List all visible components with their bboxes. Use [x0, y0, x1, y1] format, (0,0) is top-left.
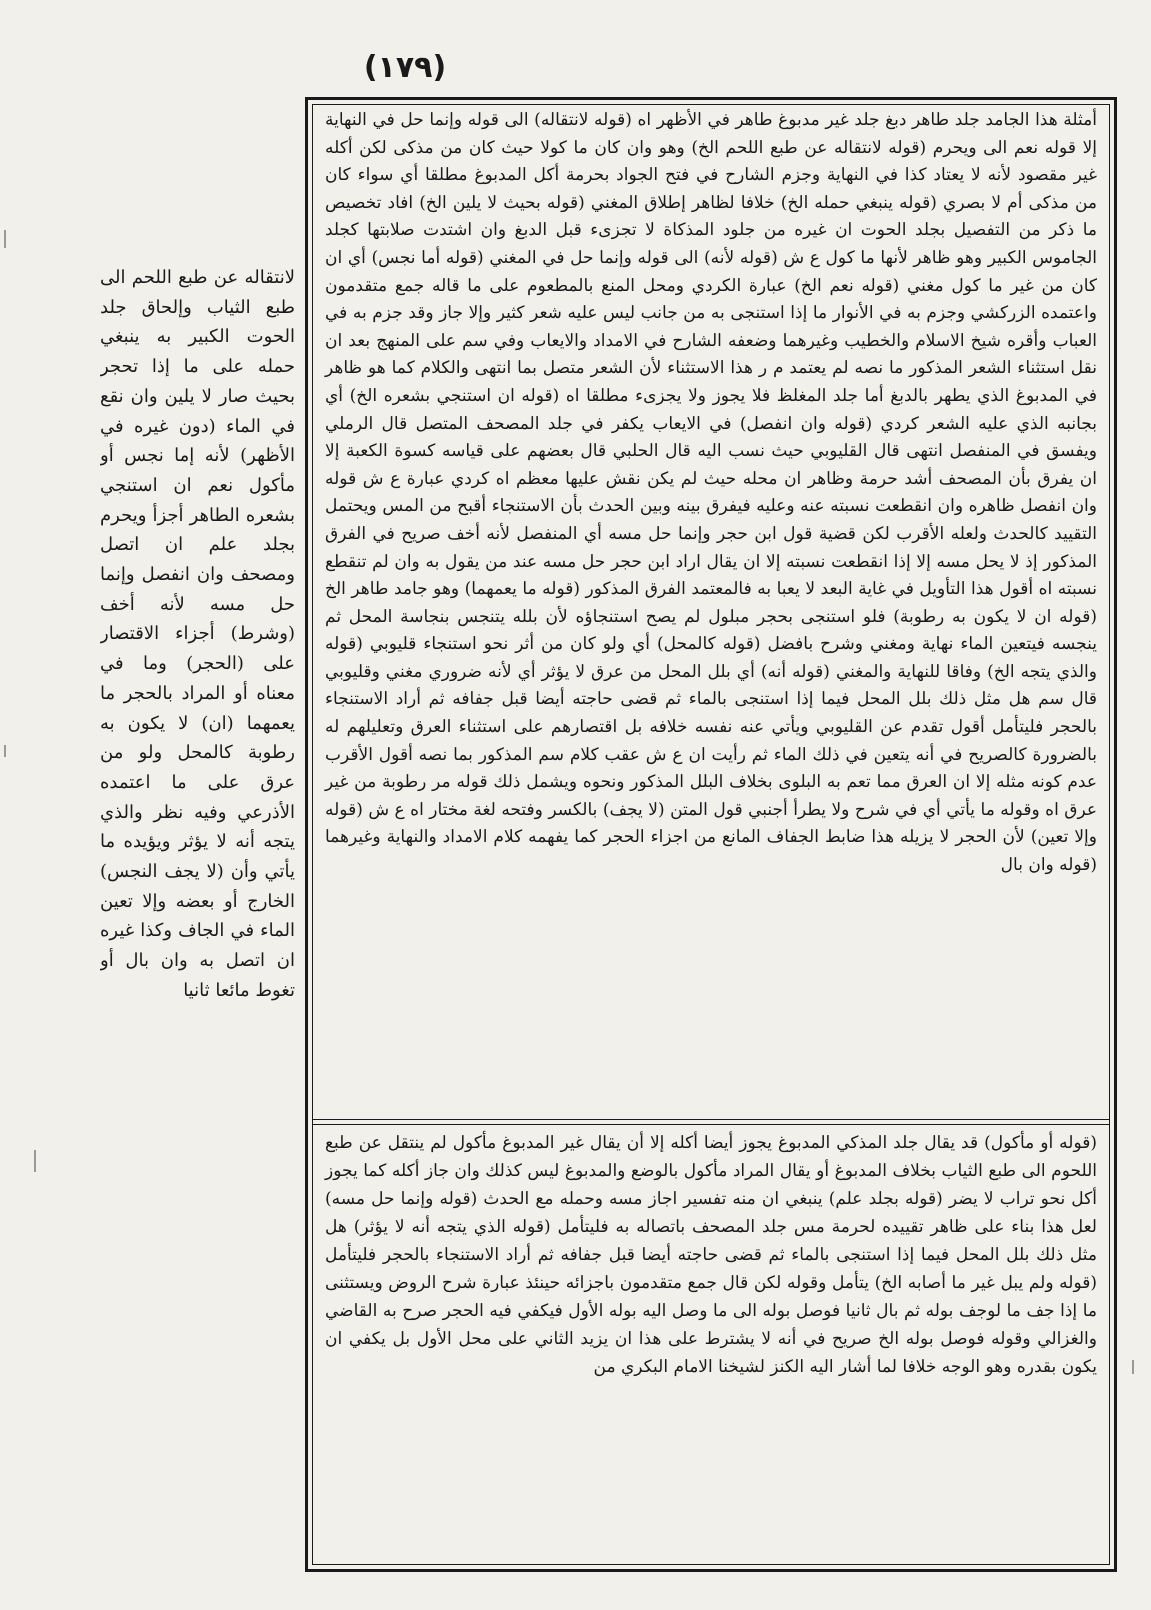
scan-speck	[4, 745, 6, 757]
section-divider	[313, 1124, 1109, 1125]
margin-text	[100, 263, 295, 1323]
main-text-paragraph: أمثلة هذا الجامد جلد طاهر دبغ جلد غير مدبوغ طاهر في الأظهر اه (قوله لانتقاله) الى قوله وإنما حل في النهاية إلا قوله نعم الى ويحرم (قوله لانتقاله عن طبع اللحم الخ) وهو وان كان ما كولا حيث كان من مذكى لكن أكله غير مقصود لأنه لا يعتاد كذا في النهاية وجزم الشارح في فتح الجواد بحرمة أكل المدبوغ مطلقا أي سواء كان من مذكى أم لا بصري (قوله ينبغي حمله الخ) خلافا لظاهر إطلاق المغني (قوله بحيث لا يلين الخ) افاد تخصيص ما ذكر من التفصيل بجلد الحوت ان غيره من جلود المذكاة لا تجزىء قبل الدبغ وان اشتدت صلابتها كجلد الجاموس الكبير وهو ظاهر لأنها ما كول ع ش (قوله لأنه) الى قوله وإنما حل في المغني (قوله أما نجس) أي ان كان من غير ما كول مغني (قوله نعم الخ) عبارة الكردي ومحل المنع بالمطعوم على ما قاله جمع متقدمون واعتمده الزركشي وجزم به في الأنوار ما إذا استنجى به من جانب ليس عليه شعر كثير وإلا جاز وقد جزم به في العباب وأقره شيخ الاسلام والخطيب وغيرهما وضعفه الشارح في الامداد والايعاب وفي سم على المنهج بعد ان نقل استثناء الشعر المذكور ما نصه لم يعتمد م ر هذا الاستثناء لأن الشعر متصل بما انتهى والكلام كما هو ظاهر في المدبوغ الذي يطهر بالدبغ أما جلد المغلظ فلا يجوز ولا يجزىء مطلقا اه (قوله ان استنجي بشعره الخ) أي بجانبه الذي عليه الشعر كردي (قوله وان انفصل) في الايعاب يكفر في جلد المصحف المتصل قال الرملي ويفسق في المنفصل انتهى قال القليوبي حيث نسب اليه قال الحلبي قال بعضهم على قياسه كسوة الكعبة إلا ان يفرق بأن المصحف أشد حرمة وظاهر ان محله حيث لم يكن نقش عليها معظم اه كردي عبارة ع ش قوله وان انفصل ظاهره وان انقطعت نسبته عنه وعليه فيفرق بينه وبين الحدث بأن الاستنجاء أقبح من المس ويحتمل التقييد كالحدث ولعله الأقرب لكن قضية قول ابن حجر وإنما حل مسه أي المنفصل لأنه أخف صريح في الفرق المذكور إذ لا يحل مسه إلا إذا انقطعت نسبته إلا ان يقال اراد ابن حجر حل مسه عند من يقول به وان لم تنقطع نسبته اه أقول هذا التأويل في غاية البعد لا يعبا به فالمعتمد الفرق المذكور (قوله ما يعمهما) وهو جامد طاهر الخ (قوله ان لا يكون به رطوبة) فلو استنجى بحجر مبلول لم يصح استنجاؤه لأن بلله يتنجس بنجاسة المحل ثم ينجسه فيتعين الماء نهاية ومغني وشرح بافضل (قوله كالمحل) أي ولو كان من أثر نحو استنجاء قليوبي (قوله والذي يتجه الخ) وفاقا للنهاية والمغني (قوله أنه) أي بلل المحل من عرق لا يؤثر أي لأنه ضروري مغني وقليوبي قال سم هل مثل ذلك بلل المحل فيما إذا استنجى بالماء ثم قضى حاجته أيضا قبل جفافه ثم أراد الاستنجاء بالحجر فليتأمل أقول تقدم عن القليوبي ويأتي عنه نفسه خلافه بل اقتصارهم على استثناء العرق وتعليلهم له بالضرورة كالصريح في أنه يتعين في ذلك الماء ثم رأيت ان ع ش عقب كلام سم المذكور بما نصه أقول الأقرب عدم كونه مثله إلا ان العرق مما تعم به البلوى بخلاف البلل المذكور ونحوه ويشمل ذلك قوله مر رطوبة من غير عرق اه وقوله ما يأتي أي في شرح ولا يطرأ أجنبي قول المتن (لا يجف) بالكسر وفتحه لغة مختار اه ع ش (قوله وإلا تعين) لأن الحجر لا يزيله هذا ضابط الجفاف المانع من اجزاء الحجر كما يفهمه كلام الامداد والنهاية وغيرهما (قوله وان بال	[325, 110, 1097, 876]
scan-speck	[4, 230, 6, 248]
scan-speck	[34, 1150, 36, 1172]
footnote-text	[313, 1129, 1109, 1561]
footnote-paragraph: (قوله أو مأكول) قد يقال جلد المذكي المدبوغ يجوز أيضا أكله إلا أن يقال غير المدبوغ مأكول لم ينتقل عن طبع اللحوم الى طبع الثياب بخلاف المدبوغ أو يقال المراد مأكول بالوضع والمدبوغ ليس كذلك وان جاز أكله كما يجوز أكل نحو تراب لا يضر (قوله بجلد علم) ينبغي ان منه تفسير اجاز مسه وحمله مع الحدث (قوله وإنما حل مسه) لعل هذا بناء على ظاهر تقييده لحرمة مس جلد المصحف باتصاله به فليتأمل (قوله الذي يتجه أنه لا يؤثر) هل مثل ذلك بلل المحل فيما إذا استنجى بالماء ثم قضى حاجته أيضا قبل جفافه ثم أراد الاستنجاء بالحجر فليتأمل (قوله ولم يبل غير ما أصابه الخ) يتأمل وقوله لكن قال جمع متقدمون باجزائه حينئذ عبارة شرح الروض ويستثنى ما إذا جف ما لوجف بوله ثم بال ثانيا فوصل بوله الى ما وصل اليه بوله الأول فيكفي فيه الحجر صرح به القاضي والغزالي وقوله فوصل بوله الخ صريح في أنه لا يشترط على هذا ان يزيد الثاني على محل الأول بل يكفي ان يكون بقدره وهو الوجه خلافا لما أشار اليه الكنز لشيخنا الامام البكري من	[325, 1133, 1097, 1377]
scan-speck	[1132, 1360, 1134, 1374]
text-frame	[305, 97, 1117, 1572]
section-divider	[313, 1119, 1109, 1120]
page-number: (١٧٩)	[363, 50, 447, 85]
main-text	[313, 107, 1109, 1115]
margin-text-paragraph: لانتقاله عن طبع اللحم الى طبع الثياب وإلحاق جلد الحوت الكبير به ينبغي حمله على ما إذا تحجر بحيث صار لا يلين وان نقع في الماء (دون غيره في الأظهر) لأنه إما نجس أو مأكول نعم ان استنجي بشعره الطاهر أجزأ ويحرم بجلد علم ان اتصل ومصحف وان انفصل وإنما حل مسه لأنه أخف (وشرط) أجزاء الاقتصار على (الحجر) وما في معناه أو المراد بالحجر ما يعمهما (ان) لا يكون به رطوبة كالمحل ولو من عرق على ما اعتمده الأذرعي وفيه نظر والذي يتجه أنه لا يؤثر ويؤيده ما يأتي وأن (لا يجف النجس) الخارج أو بعضه وإلا تعين الماء في الجاف وكذا غيره ان اتصل به وان بال أو تغوط مائعا ثانيا	[100, 267, 295, 1001]
text-frame-inner	[312, 104, 1110, 1565]
